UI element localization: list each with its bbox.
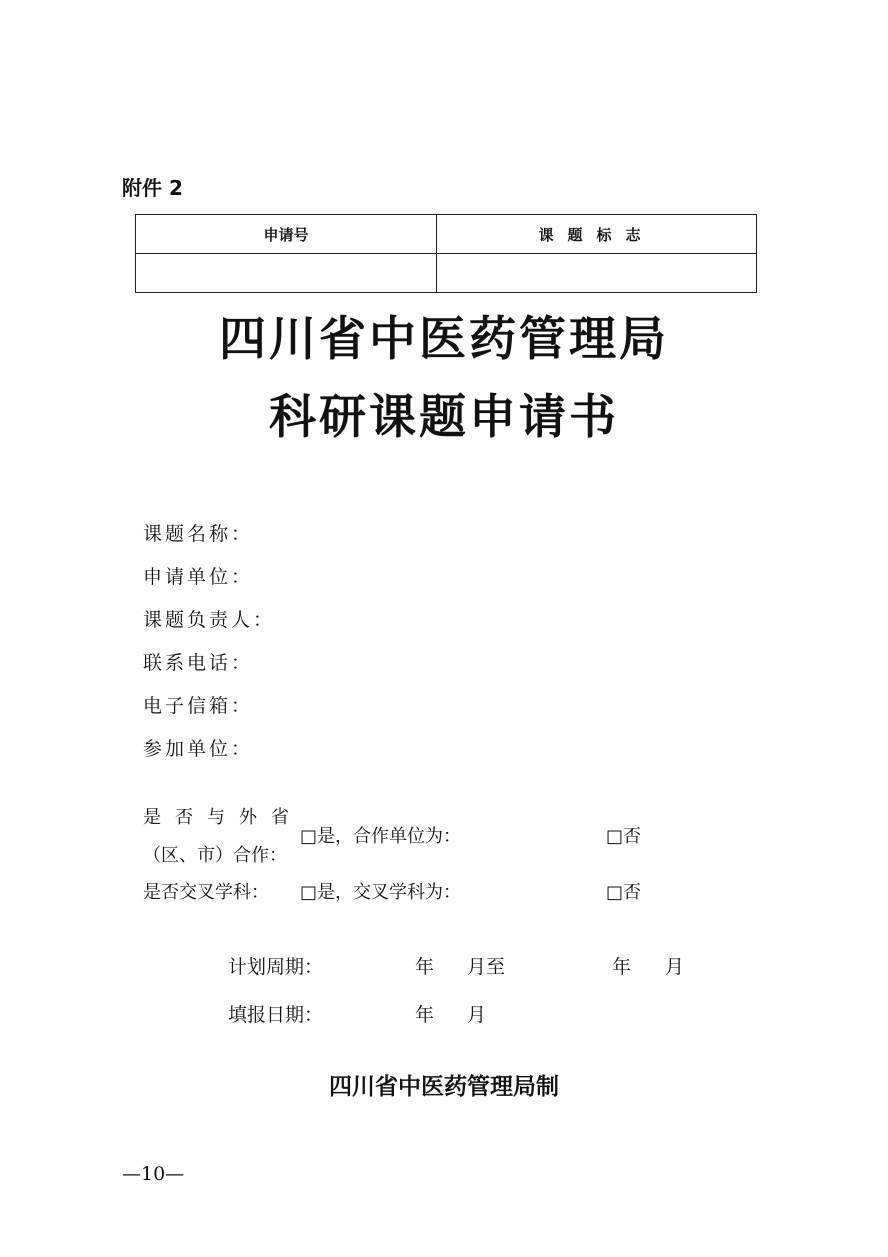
field-project-name: 课题名称： xyxy=(143,523,254,545)
interdisciplinary-no-checkbox[interactable]: □否 xyxy=(606,882,642,903)
field-applicant-unit: 申请单位： xyxy=(143,566,254,588)
cooperation-question-line1: 是否与外省 xyxy=(143,807,303,828)
field-participating-units: 参加单位： xyxy=(143,738,254,760)
cooperation-no-checkbox[interactable]: □否 xyxy=(606,826,642,847)
cooperation-yes-checkbox[interactable]: □是，合作单位为： xyxy=(300,826,462,847)
application-number-header: 申请号 xyxy=(136,215,437,254)
interdisciplinary-question: 是否交叉学科： xyxy=(143,882,269,903)
plan-period-start-year: 年 xyxy=(415,956,435,978)
main-title-line2: 科研课题申请书 xyxy=(269,390,619,445)
attachment-label: 附件 2 xyxy=(122,176,183,200)
issuer-footer: 四川省中医药管理局制 xyxy=(329,1074,559,1100)
field-contact-phone: 联系电话： xyxy=(143,652,254,674)
plan-period-label: 计划周期： xyxy=(228,956,324,978)
fill-date-year: 年 xyxy=(415,1004,435,1026)
cooperation-question-line2: （区、市）合作： xyxy=(143,845,287,866)
page-number: —10— xyxy=(122,1163,185,1185)
fill-date-label: 填报日期： xyxy=(228,1004,324,1026)
header-table xyxy=(135,214,757,293)
field-email: 电子信箱： xyxy=(143,695,254,717)
plan-period-end-month: 月 xyxy=(665,956,685,978)
field-project-leader: 课题负责人： xyxy=(143,609,276,631)
project-mark-cell[interactable] xyxy=(437,254,757,293)
application-number-cell[interactable] xyxy=(136,254,437,293)
main-title-line1: 四川省中医药管理局 xyxy=(219,312,669,367)
plan-period-end-year: 年 xyxy=(612,956,632,978)
interdisciplinary-yes-checkbox[interactable]: □是，交叉学科为： xyxy=(300,882,462,903)
project-mark-header: 课题标志 xyxy=(437,215,757,254)
fill-date-month: 月 xyxy=(467,1004,487,1026)
plan-period-start-month: 月至 xyxy=(467,956,506,978)
